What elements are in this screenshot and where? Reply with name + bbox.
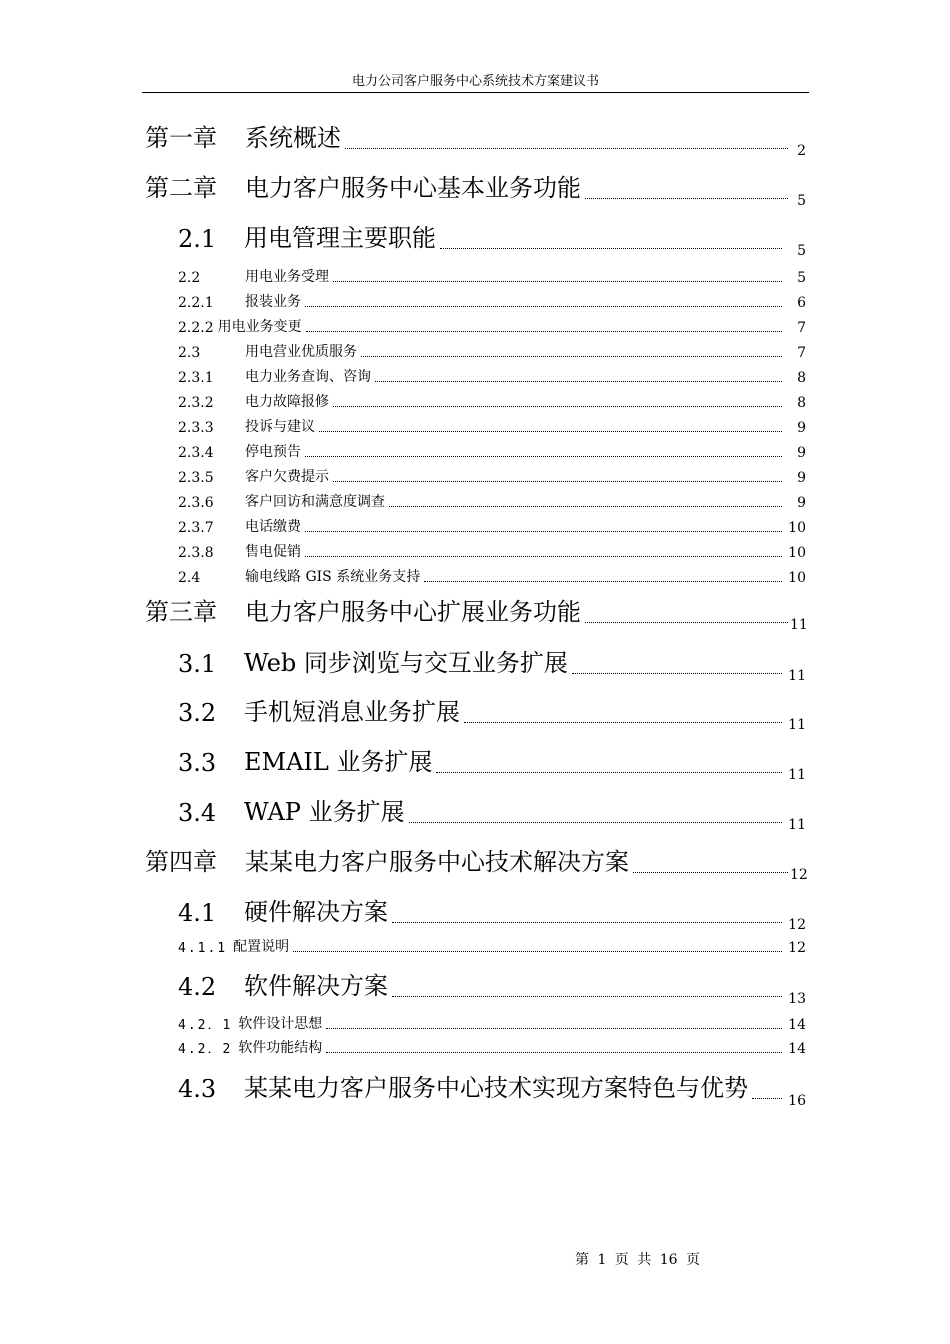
- toc-entry-page: 10: [788, 570, 806, 586]
- toc-entry[interactable]: [178, 792, 806, 833]
- toc-entry-page: 9: [797, 495, 806, 511]
- toc-entry-title: 软件功能结构: [238, 1040, 323, 1056]
- toc-entry-page: 6: [797, 295, 806, 311]
- toc-entry-title: 配置说明: [233, 939, 290, 955]
- toc-entry-page: 12: [788, 917, 806, 933]
- toc-entry-page: 7: [797, 320, 806, 336]
- toc-entry-page: 10: [788, 520, 806, 536]
- toc-entry-page: 14: [788, 1041, 806, 1057]
- toc-entry-number: 2.4: [178, 570, 201, 586]
- toc-entry[interactable]: [178, 516, 806, 536]
- toc-entry-number: 4.2．1: [178, 1018, 233, 1033]
- toc-leader-dots: [633, 871, 788, 873]
- toc-leader-dots: [319, 430, 782, 432]
- toc-entry[interactable]: [178, 936, 806, 956]
- toc-entry-page: 11: [790, 617, 808, 633]
- toc-entry-number: 2.2.2: [178, 320, 214, 336]
- toc-entry-number: 4.3: [178, 1075, 217, 1103]
- toc-leader-dots: [424, 580, 782, 582]
- toc-entry-number: 第四章: [145, 848, 217, 876]
- toc-leader-dots: [333, 280, 782, 282]
- toc-entry[interactable]: [145, 118, 806, 159]
- toc-entry-number: 3.3: [178, 749, 217, 777]
- toc-entry-title: 售电促销: [245, 544, 301, 560]
- toc-entry-page: 11: [788, 817, 806, 833]
- toc-entry-page: 9: [797, 445, 806, 461]
- page-footer: 第 1 页 共 16 页: [575, 1252, 700, 1268]
- toc-entry-number: 第二章: [145, 174, 217, 202]
- toc-entry-title: 电力客户服务中心基本业务功能: [245, 174, 581, 202]
- toc-entry-page: 11: [788, 717, 806, 733]
- toc-entry-title: 用电业务变更: [217, 319, 302, 335]
- toc-leader-dots: [326, 1027, 782, 1029]
- toc-leader-dots: [752, 1097, 782, 1099]
- toc-entry-page: 9: [797, 470, 806, 486]
- toc-entry-title: 用电管理主要职能: [244, 224, 436, 252]
- toc-entry-number: 3.1: [178, 650, 217, 678]
- toc-entry-page: 8: [797, 370, 806, 386]
- toc-entry-number: 2.3: [178, 345, 201, 361]
- toc-entry-title: 电话缴费: [245, 519, 301, 535]
- toc-entry[interactable]: [178, 566, 806, 586]
- toc-entry[interactable]: [178, 491, 806, 511]
- toc-entry-title: 某某电力客户服务中心技术解决方案: [245, 848, 629, 876]
- page-header: 电力公司客户服务中心系统技术方案建议书: [142, 70, 809, 93]
- toc-entry-number: 3.2: [178, 699, 217, 727]
- toc-entry[interactable]: [178, 416, 806, 436]
- toc-entry-title: 客户欠费提示: [245, 469, 329, 485]
- toc-leader-dots: [305, 555, 782, 557]
- toc-entry-number: 2.2: [178, 270, 201, 286]
- toc-entry[interactable]: [178, 291, 806, 311]
- toc-leader-dots: [326, 1051, 782, 1053]
- toc-entry[interactable]: [178, 316, 806, 336]
- toc-entry-number: 4.2: [178, 973, 217, 1001]
- toc-leader-dots: [585, 621, 788, 623]
- toc-entry-title: 某某电力客户服务中心技术实现方案特色与优势: [244, 1074, 748, 1102]
- toc-leader-dots: [585, 197, 788, 199]
- toc-entry-page: 9: [797, 420, 806, 436]
- toc-entry-page: 16: [788, 1093, 806, 1109]
- toc-entry[interactable]: [178, 266, 806, 286]
- toc-leader-dots: [436, 771, 782, 773]
- toc-entry-title: 手机短消息业务扩展: [244, 698, 460, 726]
- toc-entry-number: 2.3.5: [178, 470, 214, 486]
- toc-entry-number: 2.3.7: [178, 520, 214, 536]
- toc-leader-dots: [572, 672, 782, 674]
- toc-entry-number: 2.3.1: [178, 370, 214, 386]
- toc-leader-dots: [392, 921, 782, 923]
- toc-entry[interactable]: [145, 592, 808, 633]
- toc-leader-dots: [333, 405, 782, 407]
- toc-entry-title: 硬件解决方案: [244, 898, 388, 926]
- toc-entry-number: 2.3.3: [178, 420, 214, 436]
- toc-entry[interactable]: [178, 643, 806, 684]
- toc-entry-number: 4.1.1: [178, 941, 228, 956]
- toc-entry-title: 投诉与建议: [245, 419, 315, 435]
- toc-entry[interactable]: [178, 1037, 806, 1057]
- toc-entry-page: 7: [797, 345, 806, 361]
- toc-entry[interactable]: [178, 218, 806, 259]
- toc-leader-dots: [345, 147, 788, 149]
- toc-entry[interactable]: [178, 391, 806, 411]
- toc-entry-number: 3.4: [178, 799, 217, 827]
- toc-entry-page: 11: [788, 767, 806, 783]
- toc-entry-number: 第三章: [145, 598, 217, 626]
- toc-leader-dots: [333, 480, 782, 482]
- toc-entry-page: 5: [797, 243, 806, 259]
- toc-entry-page: 13: [788, 991, 806, 1007]
- toc-entry-page: 12: [790, 867, 808, 883]
- toc-entry[interactable]: [178, 892, 806, 933]
- toc-entry-number: 4.1: [178, 899, 217, 927]
- toc-entry[interactable]: [178, 441, 806, 461]
- toc-entry[interactable]: [145, 168, 806, 209]
- toc-entry[interactable]: [145, 842, 808, 883]
- toc-entry-title: 软件设计思想: [238, 1016, 323, 1032]
- toc-leader-dots: [440, 247, 782, 249]
- toc-entry-page: 8: [797, 395, 806, 411]
- toc-leader-dots: [305, 455, 782, 457]
- toc-entry[interactable]: [178, 466, 806, 486]
- toc-leader-dots: [305, 305, 782, 307]
- toc-entry-page: 2: [797, 143, 806, 159]
- toc-leader-dots: [306, 330, 782, 332]
- toc-entry-title: 停电预告: [245, 444, 301, 460]
- toc-entry-title: 客户回访和满意度调查: [245, 494, 385, 510]
- toc-leader-dots: [361, 355, 782, 357]
- toc-entry-title: 输电线路 GIS 系统业务支持: [245, 569, 421, 585]
- toc-leader-dots: [464, 721, 782, 723]
- toc-entry-title: 电力客户服务中心扩展业务功能: [245, 598, 581, 626]
- toc-leader-dots: [409, 821, 782, 823]
- toc-entry-title: 系统概述: [245, 124, 341, 152]
- toc-entry-number: 2.2.1: [178, 295, 214, 311]
- toc-entry[interactable]: [178, 1068, 806, 1109]
- toc-entry-title: WAP 业务扩展: [244, 798, 405, 826]
- toc-leader-dots: [389, 505, 782, 507]
- toc-entry-number: 4.2．2: [178, 1042, 233, 1057]
- toc-entry-title: Web 同步浏览与交互业务扩展: [244, 649, 568, 677]
- toc-entry[interactable]: [178, 541, 806, 561]
- toc-entry[interactable]: [178, 692, 806, 733]
- toc-entry-number: 2.3.8: [178, 545, 214, 561]
- toc-entry-number: 2.1: [178, 225, 217, 253]
- toc-entry-title: 报装业务: [245, 294, 301, 310]
- toc-leader-dots: [392, 995, 782, 997]
- toc-entry[interactable]: [178, 366, 806, 386]
- toc-entry-title: 用电业务受理: [245, 269, 329, 285]
- toc-entry-page: 11: [788, 668, 806, 684]
- toc-entry-page: 5: [797, 270, 806, 286]
- toc-entry-number: 2.3.4: [178, 445, 214, 461]
- toc-entry-title: 用电营业优质服务: [245, 344, 357, 360]
- toc-leader-dots: [293, 950, 782, 952]
- toc-entry-number: 2.3.2: [178, 395, 214, 411]
- toc-leader-dots: [375, 380, 782, 382]
- toc-entry-number: 2.3.6: [178, 495, 214, 511]
- toc-entry-page: 5: [797, 193, 806, 209]
- toc-entry-title: 电力业务查询、咨询: [245, 369, 371, 385]
- toc-entry-title: 电力故障报修: [245, 394, 329, 410]
- toc-entry-page: 12: [788, 940, 806, 956]
- toc-entry-title: 软件解决方案: [244, 972, 388, 1000]
- toc-entry[interactable]: [178, 341, 806, 361]
- toc-leader-dots: [305, 530, 782, 532]
- toc-entry[interactable]: [178, 742, 806, 783]
- toc-entry-title: EMAIL 业务扩展: [244, 748, 433, 776]
- toc-entry-page: 14: [788, 1017, 806, 1033]
- toc-entry-page: 10: [788, 545, 806, 561]
- toc-entry[interactable]: [178, 1013, 806, 1033]
- toc-entry[interactable]: [178, 966, 806, 1007]
- toc-entry-number: 第一章: [145, 124, 217, 152]
